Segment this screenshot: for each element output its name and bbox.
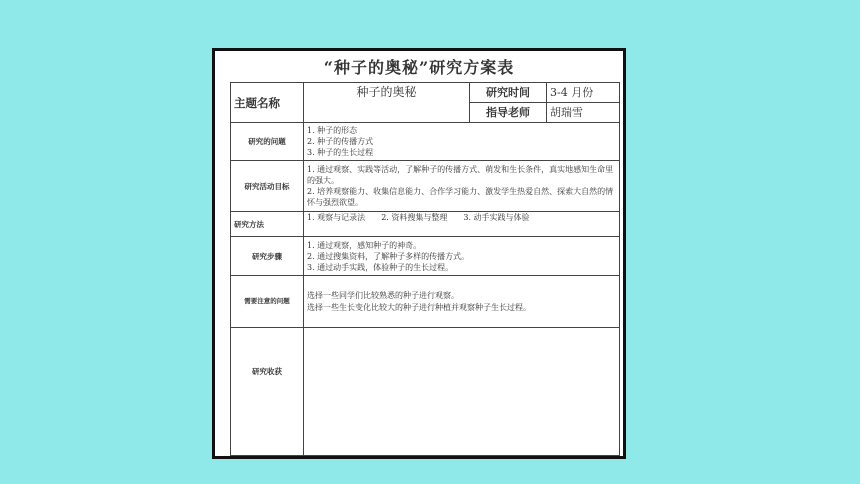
row-problems (231, 123, 620, 161)
goals-label: 研究活动目标 (231, 161, 304, 212)
step-line: 1. 通过观察，感知种子的神奇。 (307, 240, 422, 250)
topic-value: 种子的奥秘 (304, 83, 470, 123)
problems-label: 研究的问题 (231, 123, 304, 161)
note-line: 选择一些生长变化比较大的种子进行种植并观察种子生长过程。 (307, 302, 531, 312)
notes-label: 需要注意的问题 (231, 276, 304, 328)
step-line: 3. 通过动手实践，体验种子的生长过程。 (307, 262, 454, 272)
notes-content (304, 276, 620, 328)
sheet-title: “种子的奥秘”研究方案表 (323, 58, 515, 77)
header-row-1 (231, 83, 620, 103)
row-notes (231, 276, 620, 328)
row-methods (231, 212, 620, 237)
methods-label: 研究方法 (231, 212, 304, 237)
harvest-content (304, 328, 620, 456)
goals-content (304, 161, 620, 212)
time-value: 3-4 月份 (547, 83, 620, 103)
steps-label: 研究步骤 (231, 237, 304, 276)
problems-content (304, 123, 620, 161)
time-label: 研究时间 (470, 83, 547, 103)
research-plan-table (230, 82, 620, 456)
method-item: 2. 资料搜集与整理 (381, 213, 448, 222)
goal-line: 1. 通过观察、实践等活动，了解种子的传播方式、萌发和生长条件，真实地感知生命里的强大。 (307, 165, 614, 185)
problem-line: 2. 种子的传播方式 (307, 137, 374, 146)
note-line: 选择一些同学们比较熟悉的种子进行观察。 (307, 290, 459, 300)
step-line: 2. 通过搜集资料，了解种子多样的传播方式。 (307, 251, 470, 261)
method-item: 1. 观察与记录法 (307, 213, 366, 222)
row-harvest (231, 328, 620, 456)
method-item: 3. 动手实践与体验 (463, 213, 530, 222)
problem-line: 1. 种子的形态 (307, 126, 358, 135)
research-plan-sheet (212, 48, 626, 459)
harvest-label: 研究收获 (231, 328, 304, 456)
methods-content (304, 212, 620, 237)
row-goals (231, 161, 620, 212)
topic-label: 主题名称 (231, 83, 304, 123)
teacher-value: 胡瑞雪 (547, 103, 620, 123)
row-steps (231, 237, 620, 276)
teacher-label: 指导老师 (470, 103, 547, 123)
problem-line: 3. 种子的生长过程 (307, 148, 374, 157)
steps-content (304, 237, 620, 276)
goal-line: 2. 培养观察能力、收集信息能力、合作学习能力、激发学生热爱自然、探索大自然的情怀与强烈欲望。 (307, 187, 614, 207)
